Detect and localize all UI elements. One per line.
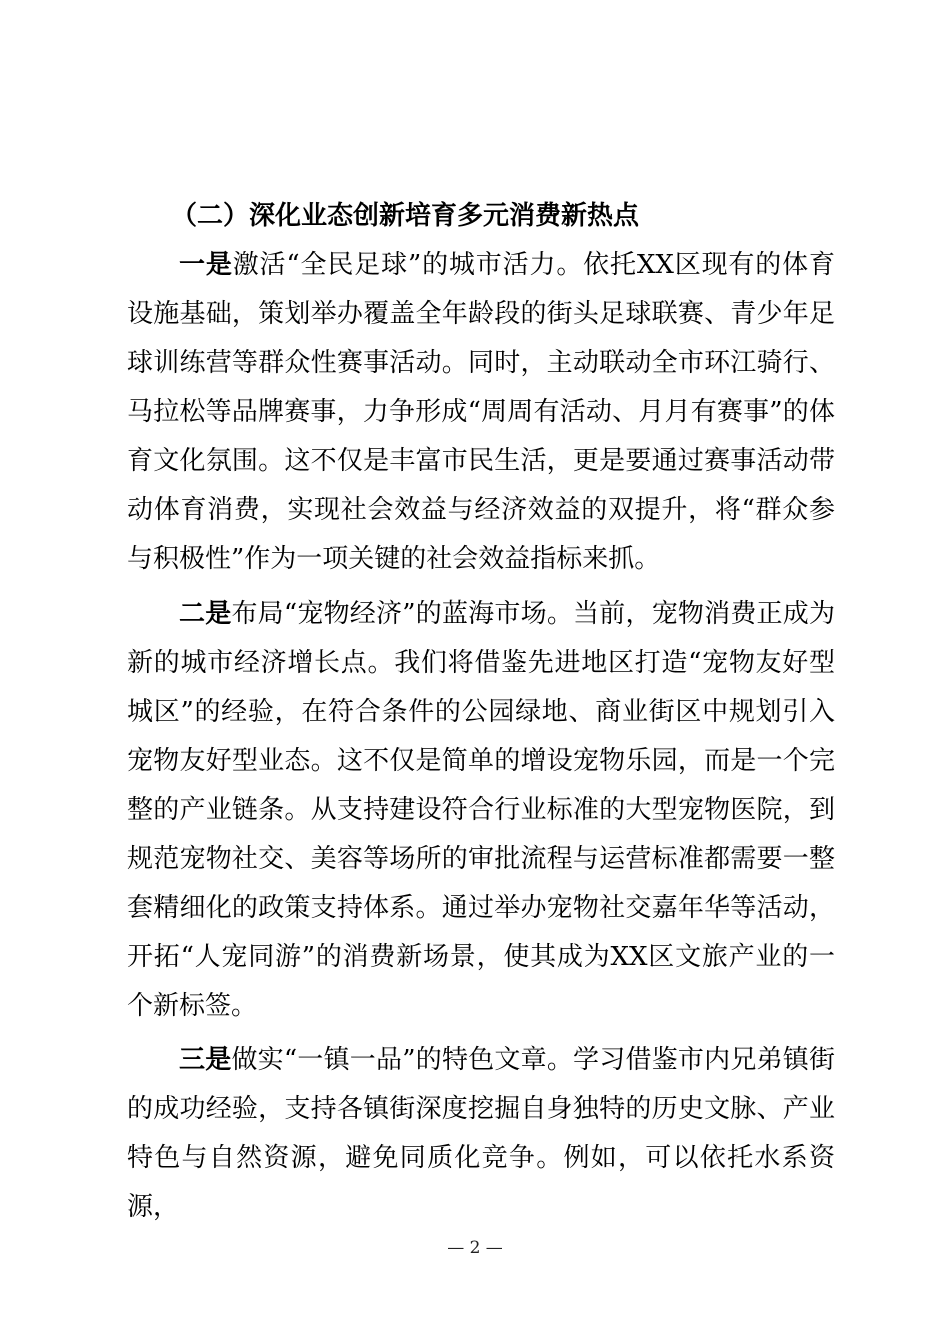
section-heading: （二）深化业态创新培育多元消费新热点	[171, 201, 640, 231]
paragraph-1-lead: 一是	[179, 250, 233, 280]
paragraph-3-text: 做实“一镇一品”的特色文章。学习借鉴市内兄弟镇街的成功经验，支持各镇街深度挖掘自身独特的历史文脉、产业特色与自然资源，避免同质化竞争。例如，可以依托水系资源，	[127, 1045, 835, 1222]
paragraph-2-text: 布局“宠物经济”的蓝海市场。当前，宠物消费正成为新的城市经济增长点。我们将借鉴先进地区打造“宠物友好型城区”的经验，在符合条件的公园绿地、商业街区中规划引入宠物友好型业态。这不仅是简单的增设宠物乐园，而是一个完整的产业链条。从支持建设符合行业标准的大型宠物医院，到规范宠物社交、美容等场所的审批流程与运营标准都需要一整套精细化的政策支持体系。通过举办宠物社交嘉年华等活动，开拓“人宠同游”的消费新场景，使其成为XX区文旅产业的一个新标签。	[127, 599, 835, 1021]
paragraph-3	[127, 1036, 835, 1232]
paragraph-1-text: 激活“全民足球”的城市活力。依托XX区现有的体育设施基础，策划举办覆盖全年龄段的街头足球联赛、青少年足球训练营等群众性赛事活动。同时，主动联动全市环江骑行、马拉松等品牌赛事，力争形成“周周有活动、月月有赛事”的体育文化氛围。这不仅是丰富市民生活，更是要通过赛事活动带动体育消费，实现社会效益与经济效益的双提升，将“群众参与积极性”作为一项关键的社会效益指标来抓。	[127, 250, 835, 574]
page-number: — 2 —	[447, 1238, 503, 1258]
paragraph-2	[127, 590, 835, 1031]
paragraph-2-lead: 二是	[179, 599, 232, 629]
paragraph-3-lead: 三是	[179, 1045, 232, 1075]
paragraph-1	[127, 241, 835, 584]
